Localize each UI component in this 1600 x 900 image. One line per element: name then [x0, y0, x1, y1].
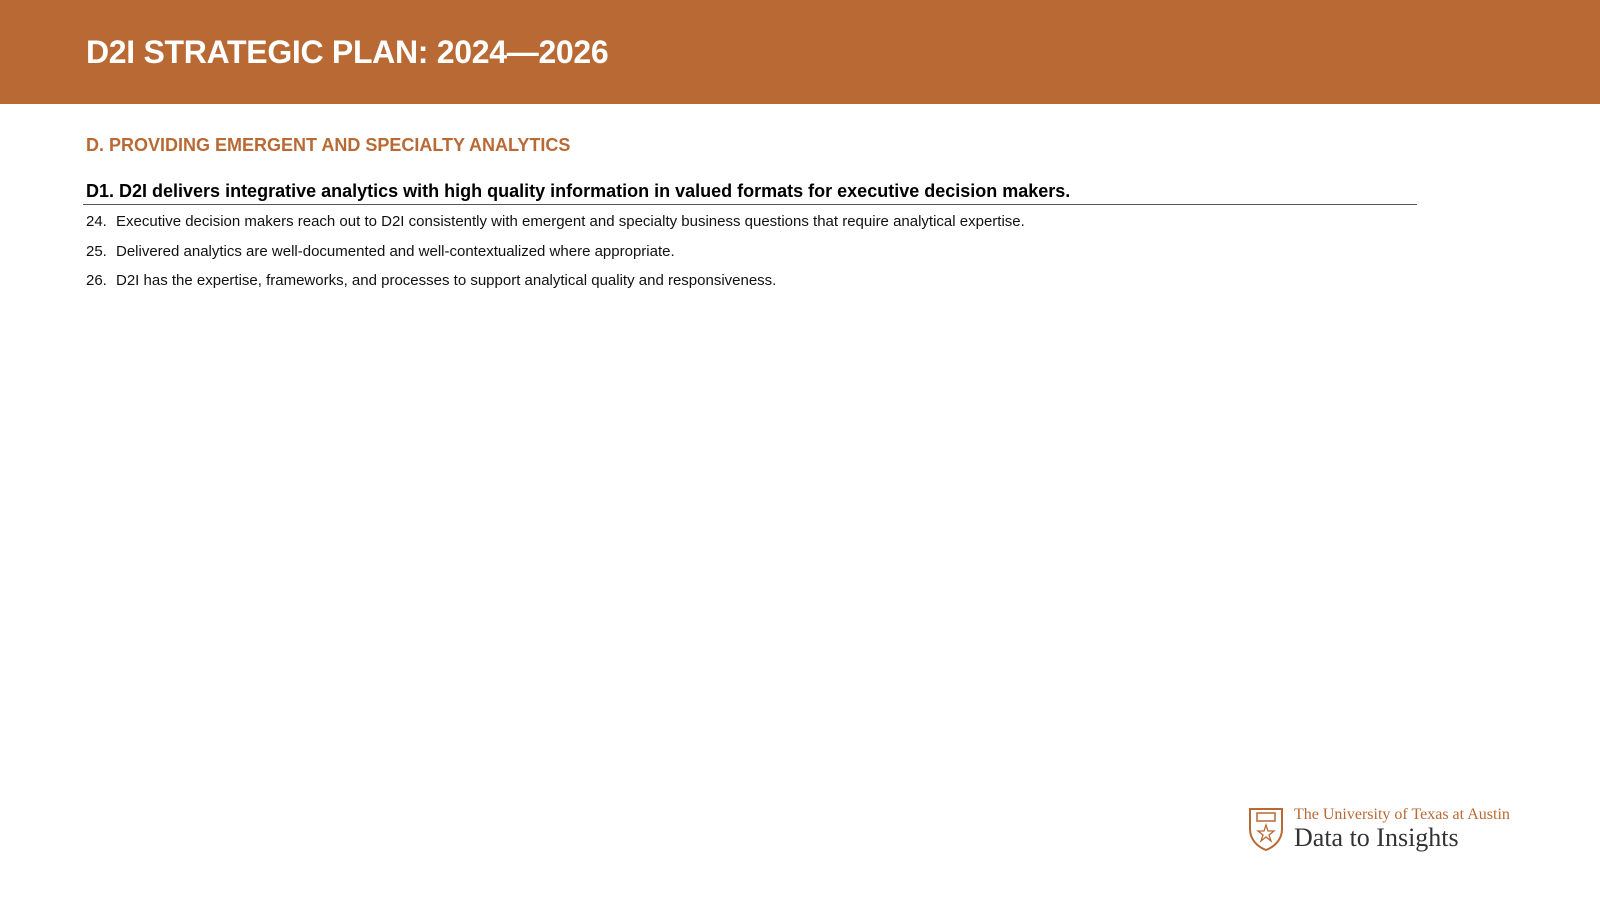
- divider: [83, 204, 1417, 205]
- list-item: [86, 272, 1025, 302]
- item-number: 26.: [86, 272, 107, 289]
- list-item: [86, 243, 1025, 273]
- item-text: Delivered analytics are well-documented and well-contextualized where appropriate.: [116, 242, 675, 260]
- objective-list: [86, 213, 1025, 302]
- unit-name: Data to Insights: [1294, 823, 1459, 852]
- item-text: D2I has the expertise, frameworks, and processes to support analytical quality and responsiveness.: [116, 272, 777, 289]
- list-item: [86, 213, 1025, 243]
- ut-shield-icon: [1248, 807, 1284, 851]
- header-banner: [0, 0, 1600, 104]
- section-heading: D. PROVIDING EMERGENT AND SPECIALTY ANALYTICS: [86, 135, 571, 155]
- page-title: D2I STRATEGIC PLAN: 2024—2026: [86, 34, 609, 70]
- university-name: The University of Texas at Austin: [1294, 806, 1510, 823]
- ut-d2i-logo: [1248, 806, 1510, 852]
- goal-heading: D1. D2I delivers integrative analytics with high quality information in valued formats for executive decision makers.: [86, 181, 1071, 201]
- item-number: 24.: [86, 213, 107, 230]
- item-number: 25.: [86, 242, 107, 260]
- item-text: Executive decision makers reach out to D2I consistently with emergent and specialty business questions that require analytical expertise.: [116, 213, 1025, 230]
